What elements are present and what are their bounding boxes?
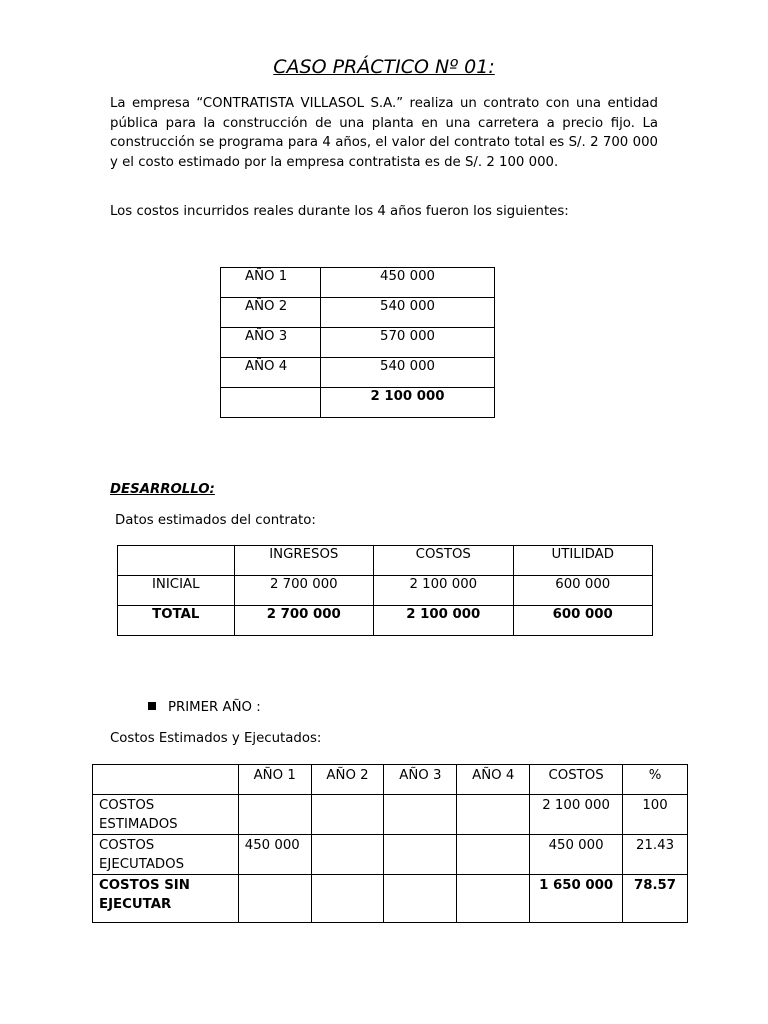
table-header-row: [93, 765, 688, 795]
table-cell: 600 000: [513, 606, 653, 636]
costs-table: [92, 764, 688, 923]
table-row-total: [118, 606, 653, 636]
amount-cell: 570 000: [321, 328, 495, 358]
header-cell: %: [623, 765, 688, 795]
table-cell: [311, 795, 384, 835]
table-row: [93, 835, 688, 875]
table-cell: 2 100 000: [374, 606, 513, 636]
table-cell: 100: [623, 795, 688, 835]
table-cell: [384, 795, 457, 835]
header-cell: COSTOS: [530, 765, 623, 795]
header-cell: AÑO 4: [457, 765, 530, 795]
bullet-label: PRIMER AÑO :: [168, 700, 261, 715]
year-cell: AÑO 4: [221, 358, 321, 388]
table-row: [118, 576, 653, 606]
table-cell: 21.43: [623, 835, 688, 875]
amount-cell: 540 000: [321, 298, 495, 328]
table-cell: 450 000: [530, 835, 623, 875]
page-title: CASO PRÁCTICO Nº 01:: [273, 56, 495, 78]
header-cell: UTILIDAD: [513, 546, 653, 576]
table-cell: [238, 795, 311, 835]
amount-cell: 540 000: [321, 358, 495, 388]
table-row: [221, 268, 495, 298]
intro-paragraph: La empresa “CONTRATISTA VILLASOL S.A.” realiza un contrato con una entidad pública para la construcción de una planta en una carretera a precio fijo. La construcción se programa para 4 años, el valor del contrato total es S/. 2 700 000 y el costo estimado por la empresa contratista es de S/. 2 100 000.: [110, 96, 658, 170]
header-cell: [93, 765, 239, 795]
estimated-label: Datos estimados del contrato:: [115, 513, 316, 528]
table-cell: [457, 835, 530, 875]
table-cell: [384, 875, 457, 923]
table-cell: 2 700 000: [234, 576, 374, 606]
table-cell: [311, 835, 384, 875]
total-cell: 2 100 000: [321, 388, 495, 418]
table-cell: [457, 795, 530, 835]
row-label: COSTOS SIN EJECUTAR: [93, 875, 239, 923]
empty-cell: [221, 388, 321, 418]
row-label: COSTOS EJECUTADOS: [93, 835, 239, 875]
table-row-total: [93, 875, 688, 923]
table-header-row: [118, 546, 653, 576]
table-cell: 2 700 000: [234, 606, 374, 636]
header-cell: AÑO 1: [238, 765, 311, 795]
contract-table: [117, 545, 653, 636]
table-cell: [384, 835, 457, 875]
header-cell: [118, 546, 235, 576]
bullet-square-icon: [148, 702, 156, 710]
annual-costs-table: [220, 267, 495, 418]
year-cell: AÑO 2: [221, 298, 321, 328]
table-cell: 2 100 000: [530, 795, 623, 835]
amount-cell: 450 000: [321, 268, 495, 298]
table-row: [93, 795, 688, 835]
year-cell: AÑO 1: [221, 268, 321, 298]
header-cell: INGRESOS: [234, 546, 374, 576]
table-row: [221, 328, 495, 358]
header-cell: AÑO 2: [311, 765, 384, 795]
row-label: TOTAL: [118, 606, 235, 636]
table-cell: [311, 875, 384, 923]
table-row: [221, 358, 495, 388]
table-row: [221, 298, 495, 328]
table-cell: 450 000: [238, 835, 311, 875]
year-cell: AÑO 3: [221, 328, 321, 358]
table-cell: 1 650 000: [530, 875, 623, 923]
development-heading: DESARROLLO:: [110, 482, 215, 497]
table-cell: [457, 875, 530, 923]
row-label: INICIAL: [118, 576, 235, 606]
table-cell: 600 000: [513, 576, 653, 606]
first-year-bullet: [148, 700, 261, 715]
table-cell: 2 100 000: [374, 576, 513, 606]
costs-label: Costos Estimados y Ejecutados:: [110, 731, 322, 746]
row-label: COSTOS ESTIMADOS: [93, 795, 239, 835]
table-cell: 78.57: [623, 875, 688, 923]
table-row-total: [221, 388, 495, 418]
header-cell: AÑO 3: [384, 765, 457, 795]
table-cell: [238, 875, 311, 923]
header-cell: COSTOS: [374, 546, 513, 576]
costs-intro: Los costos incurridos reales durante los 4 años fueron los siguientes:: [110, 204, 569, 219]
